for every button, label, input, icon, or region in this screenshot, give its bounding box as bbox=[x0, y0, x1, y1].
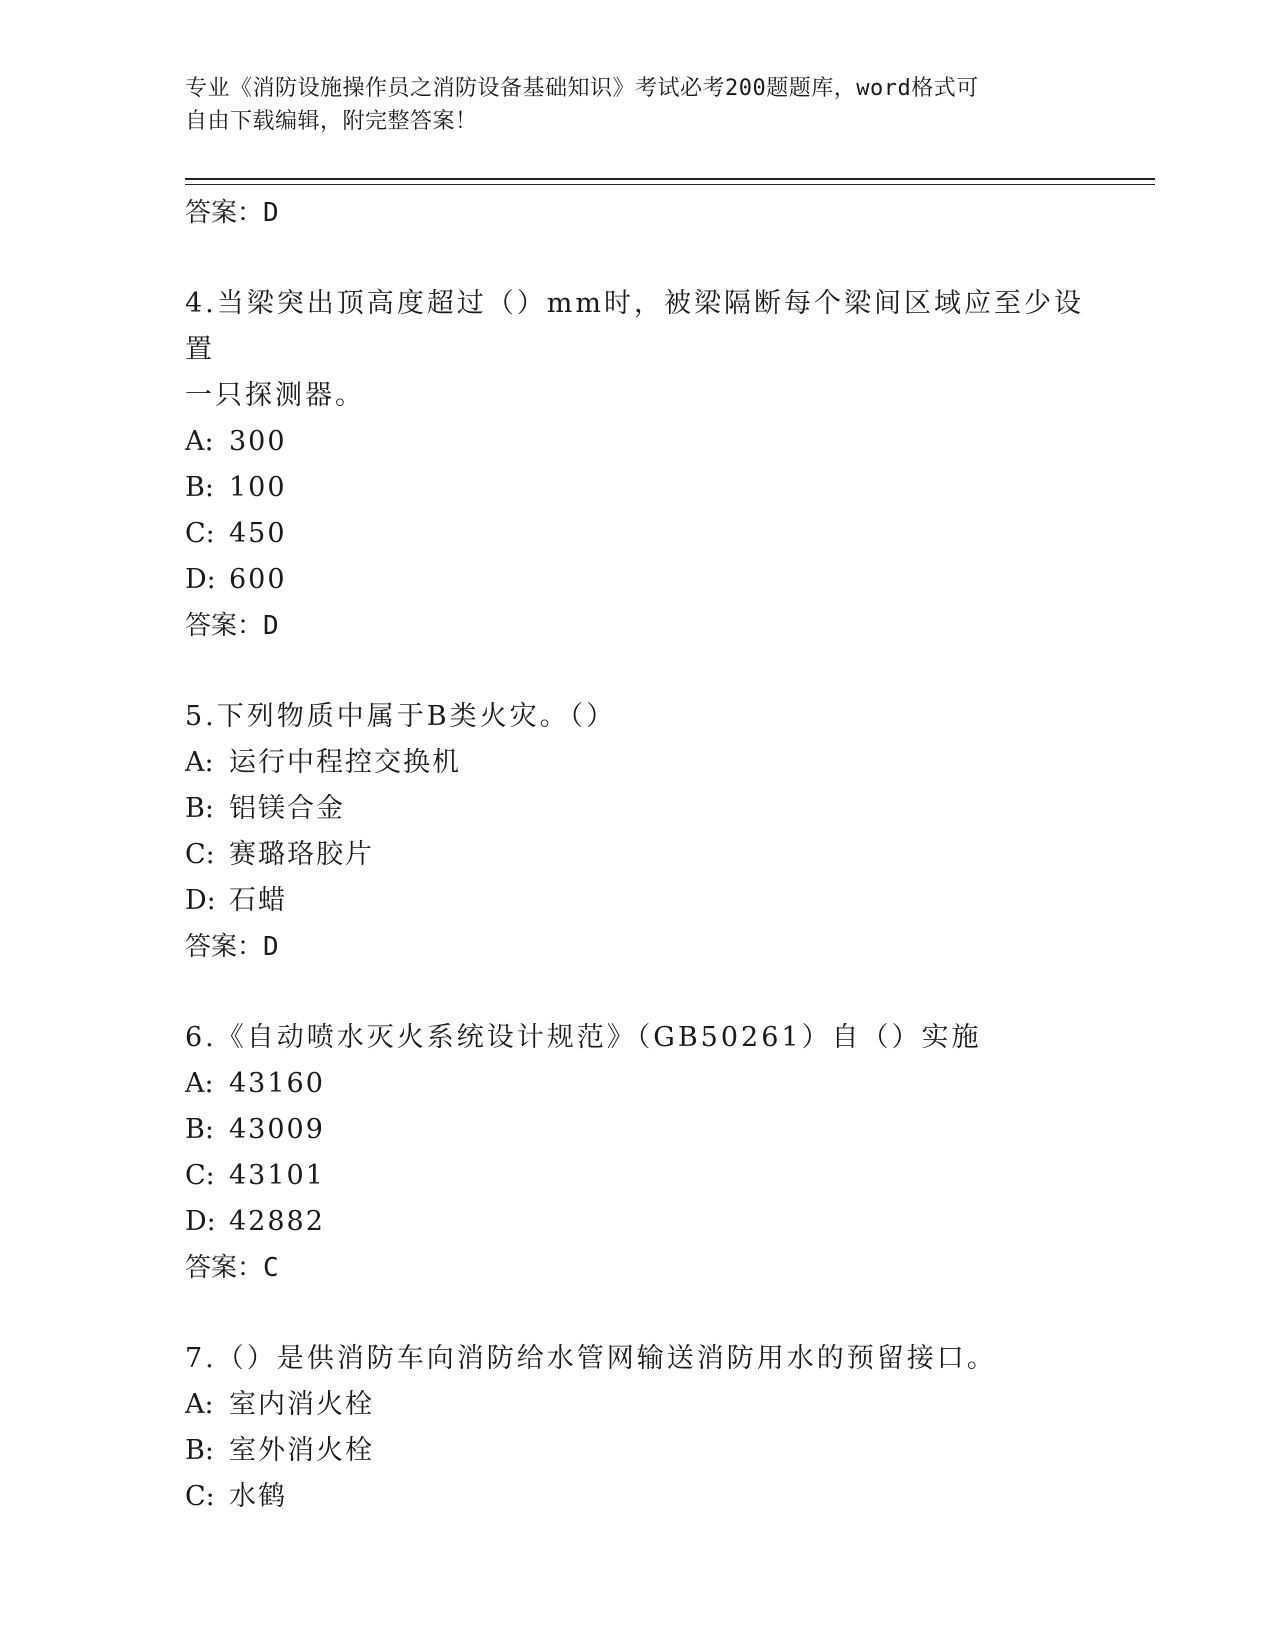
option-value: 运行中程控交换机 bbox=[229, 747, 461, 778]
question-6 bbox=[185, 1015, 1085, 1291]
option-key: D: bbox=[185, 564, 216, 595]
option-b bbox=[185, 1107, 1085, 1153]
option-key: C: bbox=[185, 518, 215, 549]
option-key: B: bbox=[185, 793, 214, 824]
option-value: 43101 bbox=[229, 1160, 325, 1191]
option-value: 室外消火栓 bbox=[229, 1435, 374, 1466]
option-value: 600 bbox=[229, 564, 287, 595]
option-b bbox=[185, 1428, 1085, 1474]
option-value: 100 bbox=[229, 472, 287, 503]
option-c bbox=[185, 1474, 1085, 1520]
question-4 bbox=[185, 281, 1085, 649]
answer-line: 答案：C bbox=[185, 1253, 279, 1283]
option-value: 43160 bbox=[229, 1068, 325, 1099]
header-line-2: 自由下载编辑，附完整答案！ bbox=[185, 109, 478, 134]
option-value: 铝镁合金 bbox=[229, 793, 345, 824]
option-key: B: bbox=[185, 1114, 214, 1145]
option-a bbox=[185, 419, 1085, 465]
option-value: 450 bbox=[229, 518, 287, 549]
question-5 bbox=[185, 694, 1085, 970]
option-c bbox=[185, 1153, 1085, 1199]
option-value: 赛璐珞胶片 bbox=[229, 839, 374, 870]
option-key: C: bbox=[185, 1160, 215, 1191]
option-key: A: bbox=[185, 1068, 214, 1099]
option-value: 室内消火栓 bbox=[229, 1389, 374, 1420]
question-text: 4.当梁突出顶高度超过（）mm时，被梁隔断每个梁间区域应至少设置 bbox=[185, 288, 1084, 365]
answer-line: 答案：D bbox=[185, 198, 279, 228]
question-text-continued: 一只探测器。 bbox=[185, 380, 365, 411]
option-a bbox=[185, 1061, 1085, 1107]
answer-line: 答案：D bbox=[185, 932, 279, 962]
option-value: 300 bbox=[229, 426, 287, 457]
option-key: B: bbox=[185, 472, 214, 503]
option-key: D: bbox=[185, 1206, 216, 1237]
option-value: 42882 bbox=[229, 1206, 325, 1237]
option-key: A: bbox=[185, 747, 214, 778]
option-d bbox=[185, 557, 1085, 603]
option-value: 石蜡 bbox=[229, 885, 287, 916]
option-key: B: bbox=[185, 1435, 214, 1466]
question-text: 5.下列物质中属于B类火灾。（） bbox=[185, 701, 617, 732]
option-key: C: bbox=[185, 1481, 215, 1512]
option-key: A: bbox=[185, 1389, 214, 1420]
header-divider-thin bbox=[185, 184, 1155, 185]
option-b bbox=[185, 786, 1085, 832]
option-c bbox=[185, 832, 1085, 878]
answer-line: 答案：D bbox=[185, 611, 279, 641]
question-text: 7.（）是供消防车向消防给水管网输送消防用水的预留接口。 bbox=[185, 1343, 997, 1374]
option-key: A: bbox=[185, 426, 214, 457]
option-d bbox=[185, 1199, 1085, 1245]
question-list bbox=[185, 190, 1085, 1520]
option-value: 43009 bbox=[229, 1114, 325, 1145]
option-a bbox=[185, 1382, 1085, 1428]
question-text: 6.《自动喷水灭火系统设计规范》（GB50261）自（）实施 bbox=[185, 1022, 982, 1053]
option-a bbox=[185, 740, 1085, 786]
option-key: D: bbox=[185, 885, 216, 916]
option-c bbox=[185, 511, 1085, 557]
document-header bbox=[185, 72, 1085, 138]
option-value: 水鹤 bbox=[229, 1481, 287, 1512]
question-7 bbox=[185, 1336, 1085, 1520]
option-key: C: bbox=[185, 839, 215, 870]
header-line-1: 专业《消防设施操作员之消防设备基础知识》考试必考200题题库，word格式可 bbox=[185, 76, 979, 101]
option-b bbox=[185, 465, 1085, 511]
header-divider-thick bbox=[185, 178, 1155, 180]
option-d bbox=[185, 878, 1085, 924]
